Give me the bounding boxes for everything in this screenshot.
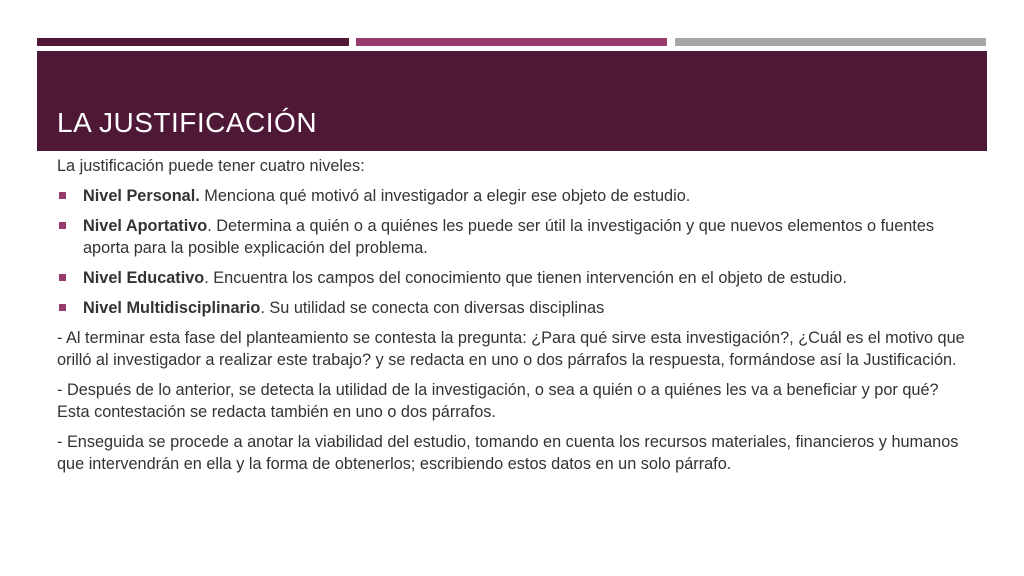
level-label: Nivel Aportativo [83, 217, 208, 235]
paragraph-utility: - Después de lo anterior, se detecta la utilidad de la investigación, o sea a quién o a quiénes les va a beneficiar y por qué? Esta contestación se redacta también en uno o dos párrafos. [57, 381, 939, 421]
list-item [57, 297, 972, 319]
paragraph-question: - Al terminar esta fase del planteamiento se contesta la pregunta: ¿Para qué sirve esta investigación?, ¿Cuál es el motivo que orilló al investigador a realizar este trabajo? y se redacta en uno o dos párrafos la respuesta, formándose así la Justificación. [57, 329, 965, 369]
level-text: . Encuentra los campos del conocimiento que tienen intervención en el objeto de estudio. [204, 269, 847, 287]
decor-stripe-dark [37, 38, 349, 46]
level-text: . Su utilidad se conecta con diversas disciplinas [260, 299, 605, 317]
level-text: . Determina a quién o a quiénes les puede ser útil la investigación y que nuevos elementos o fuentes aporta para la posible explicación del problema. [83, 217, 935, 257]
level-label: Nivel Educativo [83, 269, 205, 287]
level-label: Nivel Multidisciplinario [83, 299, 261, 317]
paragraph-viability: - Enseguida se procede a anotar la viabilidad del estudio, tomando en cuenta los recursos materiales, financieros y humanos que intervendrán en ella y la forma de obtenerlos; escribiendo estos datos en un solo párrafo. [57, 433, 959, 473]
title-bar [37, 51, 987, 151]
level-text: Menciona qué motivó al investigador a elegir ese objeto de estudio. [199, 187, 691, 205]
slide-content [57, 155, 972, 483]
decor-stripe-magenta [356, 38, 667, 46]
list-item [57, 267, 972, 289]
levels-list [57, 185, 972, 319]
square-bullet-icon [59, 222, 66, 229]
decor-stripe-gray [675, 38, 986, 46]
slide-title: LA JUSTIFICACIÓN [57, 107, 318, 138]
intro-text: La justificación puede tener cuatro niveles: [57, 157, 365, 175]
square-bullet-icon [59, 274, 66, 281]
square-bullet-icon [59, 304, 66, 311]
level-label: Nivel Personal. [83, 187, 200, 205]
list-item [57, 215, 972, 259]
square-bullet-icon [59, 192, 66, 199]
list-item [57, 185, 972, 207]
